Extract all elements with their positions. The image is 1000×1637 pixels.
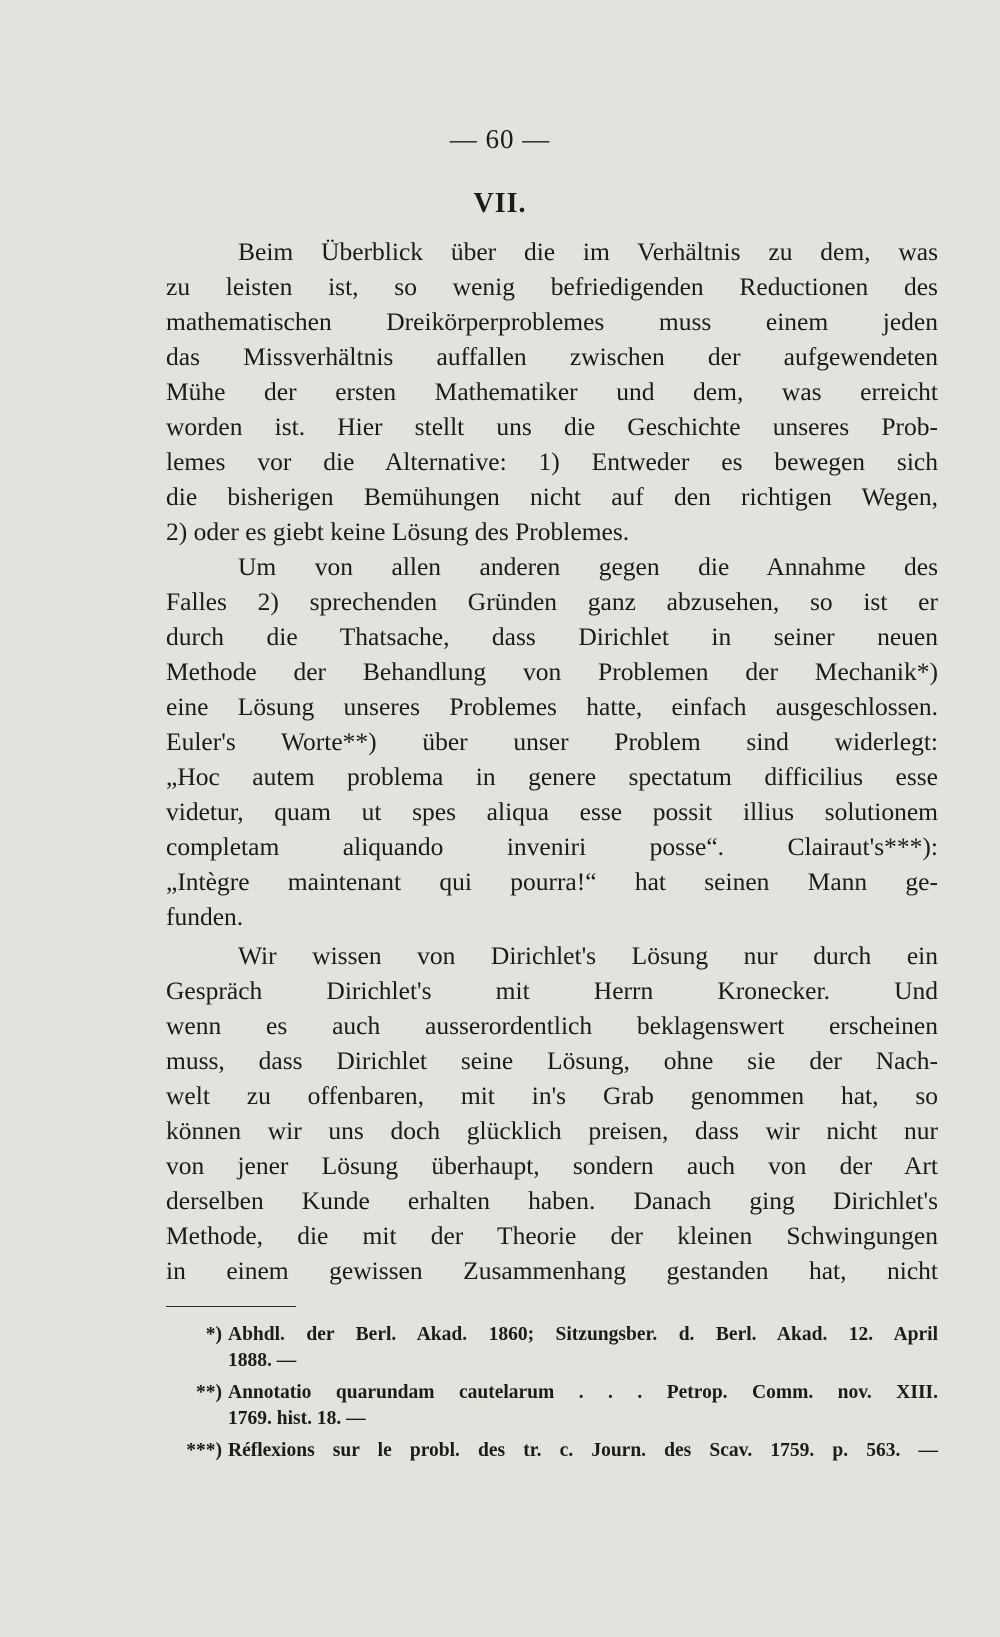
text-line: videtur, quam ut spes aliqua esse possit illius solutionem [166, 797, 938, 826]
text-line: Wir wissen von Dirichlet's Lösung nur durch ein [238, 941, 938, 970]
text-line: worden ist. Hier stellt uns die Geschichte unseres Prob- [166, 412, 938, 441]
main-text [166, 234, 938, 1288]
text-line: muss, dass Dirichlet seine Lösung, ohne sie der Nach- [166, 1046, 938, 1075]
footnote-mark: *) [205, 1324, 222, 1345]
paragraph-1 [166, 234, 938, 549]
text-line: Euler's Worte**) über unser Problem sind widerlegt: [166, 727, 938, 756]
text-line: Methode der Behandlung von Problemen der Mechanik*) [166, 657, 938, 686]
text-line: eine Lösung unseres Problemes hatte, einfach ausgeschlossen. [166, 692, 938, 721]
footnote-rule [166, 1306, 296, 1307]
text-line: in einem gewissen Zusammenhang gestanden hat, nicht [166, 1256, 938, 1285]
text-line: 2) oder es giebt keine Lösung des Problemes. [166, 517, 630, 546]
footnote-3 [166, 1438, 938, 1464]
section-heading: VII. [473, 188, 527, 219]
text-line: funden. [166, 902, 244, 931]
text-line: mathematischen Dreikörperproblemes muss einem jeden [166, 307, 938, 336]
text-line: das Missverhältnis auffallen zwischen der aufgewendeten [166, 342, 938, 371]
text-line: derselben Kunde erhalten haben. Danach ging Dirichlet's [166, 1186, 938, 1215]
paragraph-2 [166, 549, 938, 934]
text-line: zu leisten ist, so wenig befriedigenden Reductionen des [166, 272, 938, 301]
paragraph-3 [166, 938, 938, 1288]
page-number: — 60 — [449, 124, 551, 154]
footnote-line: 1888. — [228, 1350, 297, 1371]
text-line: durch die Thatsache, dass Dirichlet in seiner neuen [166, 622, 938, 651]
footnote-mark: ***) [186, 1440, 222, 1461]
footnote-line: 1769. hist. 18. — [228, 1408, 366, 1429]
text-line: Um von allen anderen gegen die Annahme des [238, 552, 938, 581]
footnote-2 [166, 1380, 938, 1432]
footnote-line: Annotatio quarundam cautelarum . . . Petrop. Comm. nov. XIII. [228, 1382, 938, 1403]
text-line: „Hoc autem problema in genere spectatum difficilius esse [166, 762, 938, 791]
footnotes [166, 1322, 938, 1470]
footnote-line: Abhdl. der Berl. Akad. 1860; Sitzungsber. d. Berl. Akad. 12. April [228, 1324, 938, 1345]
text-line: lemes vor die Alternative: 1) Entweder es bewegen sich [166, 447, 938, 476]
footnote-1 [166, 1322, 938, 1374]
text-line: Gespräch Dirichlet's mit Herrn Kronecker. Und [166, 976, 938, 1005]
text-line: Beim Überblick über die im Verhältnis zu dem, was [238, 237, 938, 266]
text-line: „Intègre maintenant qui pourra!“ hat seinen Mann ge- [166, 867, 938, 896]
footnote-mark: **) [196, 1382, 222, 1403]
text-line: completam aliquando inveniri posse“. Clairaut's***): [166, 832, 938, 861]
text-line: die bisherigen Bemühungen nicht auf den richtigen Wegen, [166, 482, 938, 511]
footnote-line: Réflexions sur le probl. des tr. c. Journ. des Scav. 1759. p. 563. — [228, 1440, 938, 1461]
text-line: wenn es auch ausserordentlich beklagenswert erscheinen [166, 1011, 938, 1040]
text-line: Falles 2) sprechenden Gründen ganz abzusehen, so ist er [166, 587, 938, 616]
text-line: Mühe der ersten Mathematiker und dem, was erreicht [166, 377, 938, 406]
text-line: können wir uns doch glücklich preisen, dass wir nicht nur [166, 1116, 938, 1145]
text-line: Methode, die mit der Theorie der kleinen Schwingungen [166, 1221, 938, 1250]
text-line: von jener Lösung überhaupt, sondern auch von der Art [166, 1151, 938, 1180]
text-line: welt zu offenbaren, mit in's Grab genommen hat, so [166, 1081, 938, 1110]
